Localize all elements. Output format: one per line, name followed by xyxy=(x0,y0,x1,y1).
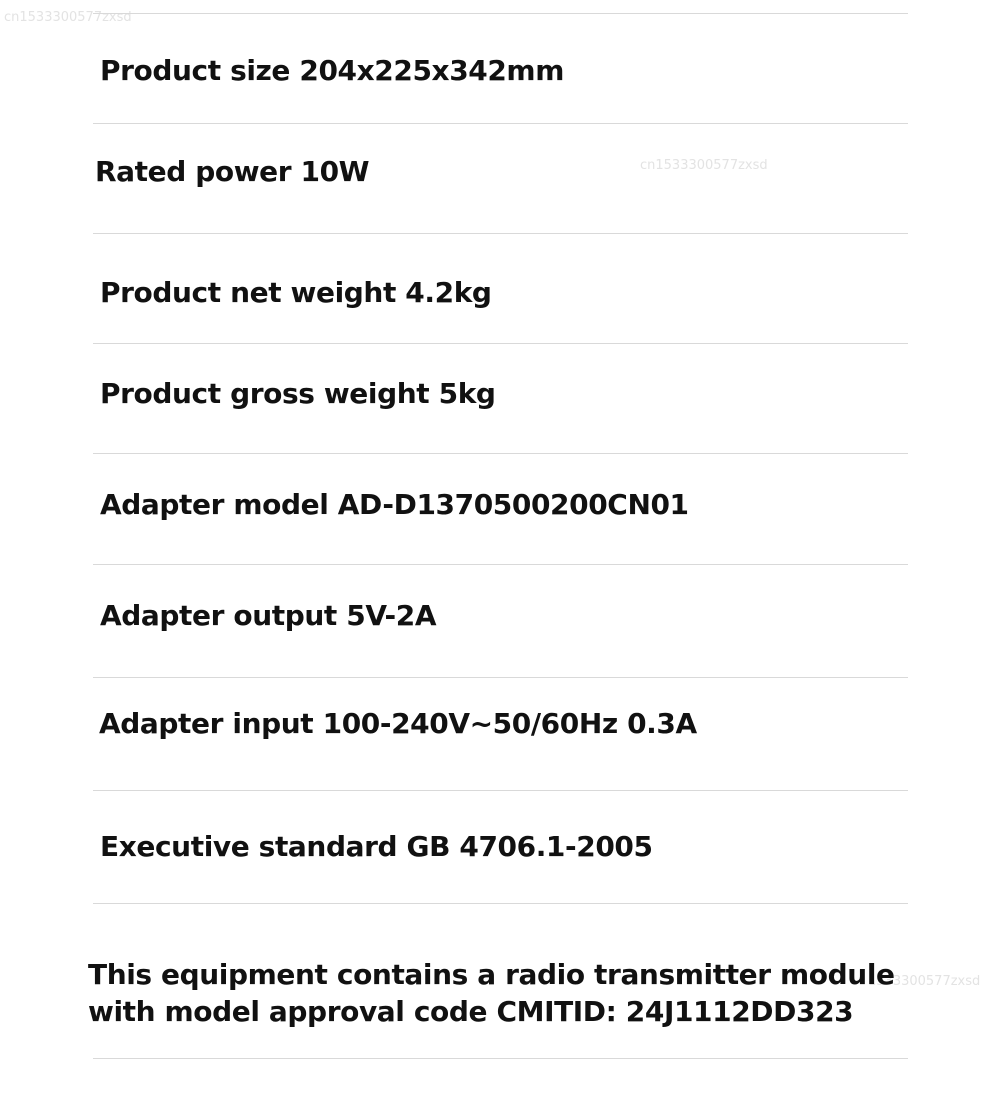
note-line-1: This equipment contains a radio transmitter module xyxy=(88,958,895,991)
watermark-text: cn1533300577zxsd xyxy=(4,10,132,25)
row-divider xyxy=(93,790,908,791)
radio-module-note xyxy=(88,956,895,1030)
watermark-text: 1533300577zxsd xyxy=(868,974,981,989)
spec-rated-power: Rated power 10W xyxy=(95,155,370,188)
spec-executive-standard: Executive standard GB 4706.1-2005 xyxy=(100,830,653,863)
row-divider xyxy=(93,13,908,14)
spec-adapter-model: Adapter model AD-D1370500200CN01 xyxy=(100,488,689,521)
row-divider xyxy=(93,453,908,454)
spec-adapter-output: Adapter output 5V-2A xyxy=(100,599,437,632)
row-divider xyxy=(93,123,908,124)
spec-product-size: Product size 204x225x342mm xyxy=(100,54,564,87)
row-divider xyxy=(93,343,908,344)
spec-net-weight: Product net weight 4.2kg xyxy=(100,276,492,309)
row-divider xyxy=(93,233,908,234)
note-line-2: with model approval code CMITID: 24J1112DD323 xyxy=(88,995,854,1028)
row-divider xyxy=(93,1058,908,1059)
row-divider xyxy=(93,564,908,565)
row-divider xyxy=(93,677,908,678)
row-divider xyxy=(93,903,908,904)
watermark-text: cn1533300577zxsd xyxy=(640,158,768,173)
spec-gross-weight: Product gross weight 5kg xyxy=(100,377,496,410)
spec-adapter-input: Adapter input 100-240V~50/60Hz 0.3A xyxy=(99,707,697,740)
